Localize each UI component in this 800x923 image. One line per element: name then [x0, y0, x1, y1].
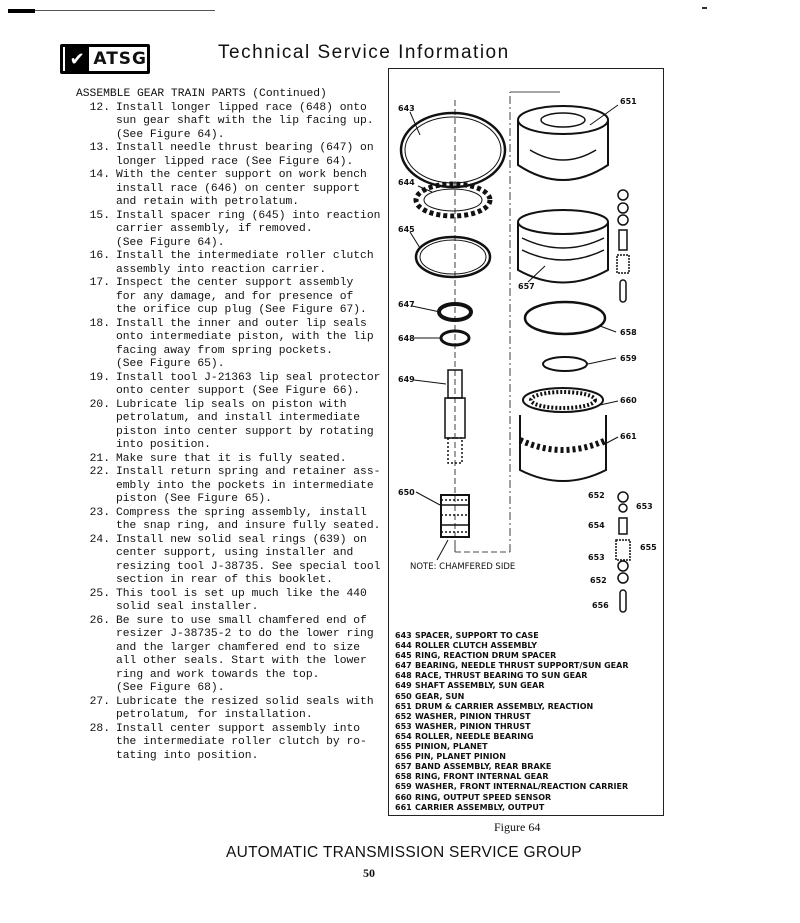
legend-code: 648 — [395, 671, 412, 681]
step-line: onto center support (See Figure 66). — [116, 385, 361, 397]
callout-657: 657 — [518, 282, 535, 291]
step-number: 18. — [89, 317, 110, 330]
legend-text: WASHER, PINION THRUST — [415, 711, 531, 721]
step-line: (See Figure 64). — [116, 128, 225, 141]
step-line: Install the intermediate roller clutch — [116, 250, 374, 262]
thrust-washer-659 — [543, 357, 587, 371]
step-line: all other seals. Start with the lower — [116, 655, 367, 667]
step-line: install race (646) on center support — [116, 182, 361, 195]
legend-text: BAND ASSEMBLY, REAR BRAKE — [415, 762, 552, 772]
step-line: This tool is set up much like the 440 — [116, 587, 367, 600]
legend-code: 645 — [395, 651, 412, 661]
callout-644: 644 — [398, 178, 415, 187]
step-line: Install tool J-21363 lip seal protector — [116, 371, 381, 384]
footer-title: AUTOMATIC TRANSMISSION SERVICE GROUP — [226, 844, 582, 861]
legend-text: SHAFT ASSEMBLY, SUN GEAR — [415, 681, 545, 691]
legend-code: 658 — [395, 772, 412, 782]
step-line: Lubricate lip seals on piston with — [116, 398, 347, 411]
step-number: 17. — [89, 277, 110, 289]
step-number: 14. — [89, 169, 110, 181]
step-line: Install center support assembly into — [116, 722, 361, 735]
legend-text: WASHER, FRONT INTERNAL/REACTION CARRIER — [415, 782, 629, 792]
step-line: longer lipped race (See Figure 64). — [116, 155, 354, 168]
callout-645: 645 — [398, 225, 415, 234]
callout-650: 650 — [398, 488, 415, 497]
step-number: 26. — [89, 614, 110, 627]
step-line: solid seal installer. — [116, 601, 259, 613]
step-line: the orifice cup plug (See Figure 67). — [116, 304, 367, 316]
legend-row — [395, 742, 629, 752]
legend-code: 657 — [395, 762, 412, 772]
legend-code: 644 — [395, 641, 412, 651]
step-line: (See Figure 65). — [116, 358, 225, 370]
step-line: resizer J-38735-2 to do the lower ring — [116, 628, 374, 640]
step-number: 25. — [89, 587, 110, 600]
callout-653b: 653 — [588, 553, 605, 562]
step-line: tating into position. — [116, 749, 259, 762]
speed-sensor-ring-660 — [523, 388, 603, 412]
step-line: sun gear shaft with the lip facing up. — [116, 115, 374, 127]
callout-660: 660 — [620, 396, 637, 405]
legend-row — [395, 681, 629, 691]
step-line: onto intermediate piston, with the lip — [116, 331, 374, 343]
legend-code: 656 — [395, 752, 412, 762]
callout-649: 649 — [398, 375, 415, 384]
legend-text: SPACER, SUPPORT TO CASE — [415, 631, 539, 640]
step-line: Inspect the center support assembly — [116, 277, 354, 289]
step-line: Make sure that it is fully seated. — [116, 452, 347, 465]
callout-655: 655 — [640, 543, 657, 552]
step-line: Lubricate the resized solid seals with — [116, 695, 374, 708]
callout-647: 647 — [398, 300, 415, 309]
step-number: 13. — [89, 142, 110, 154]
step-line: (See Figure 64). — [116, 236, 225, 249]
step-line: embly into the pockets in intermediate — [116, 479, 374, 492]
step-line: Install new solid seal rings (639) on — [116, 533, 367, 546]
step-line: piston (See Figure 65). — [116, 493, 272, 505]
step-number: 24. — [89, 533, 110, 546]
step-line: petrolatum, and install intermediate — [116, 412, 361, 424]
legend-text: CARRIER ASSEMBLY, OUTPUT — [415, 802, 545, 812]
callout-658: 658 — [620, 328, 637, 337]
legend-row — [395, 661, 629, 671]
step-line: the snap ring, and insure fully seated. — [116, 520, 381, 532]
callout-661: 661 — [620, 432, 637, 441]
step-line: carrier assembly, if removed. — [116, 223, 313, 235]
legend-text: RING, OUTPUT SPEED SENSOR — [415, 792, 552, 802]
legend-text: RING, REACTION DRUM SPACER — [415, 651, 557, 661]
step-number: 15. — [89, 209, 110, 222]
legend-row — [395, 762, 629, 772]
legend-text: PINION, PLANET — [415, 742, 488, 752]
figure-note: NOTE: CHAMFERED SIDE — [410, 562, 516, 572]
legend-row — [395, 712, 629, 722]
callout-659: 659 — [620, 354, 637, 363]
legend-text: WASHER, PINION THRUST — [415, 721, 531, 731]
legend-code: 643 — [395, 631, 412, 640]
legend-row — [395, 631, 629, 641]
parts-legend — [395, 631, 629, 813]
legend-text: BEARING, NEEDLE THRUST SUPPORT/SUN GEAR — [415, 661, 629, 671]
step-number: 19. — [89, 371, 110, 384]
callout-653a: 653 — [636, 502, 653, 511]
callout-651: 651 — [620, 97, 637, 106]
step-line: for any damage, and for presence of — [116, 290, 354, 303]
section-heading: ASSEMBLE GEAR TRAIN PARTS (Continued) — [76, 88, 327, 100]
figure-caption: Figure 64 — [494, 820, 541, 834]
legend-row — [395, 722, 629, 732]
legend-code: 655 — [395, 742, 412, 752]
step-line: Install needle thrust bearing (647) on — [116, 142, 374, 154]
legend-row — [395, 671, 629, 681]
legend-row — [395, 782, 629, 792]
legend-row — [395, 641, 629, 651]
legend-code: 661 — [395, 802, 412, 812]
callout-652b: 652 — [590, 576, 607, 585]
step-line: Install the inner and outer lip seals — [116, 317, 367, 330]
callout-652a: 652 — [588, 491, 605, 500]
step-line: center support, using installer and — [116, 547, 354, 559]
step-line: Install spacer ring (645) into reaction — [116, 209, 381, 222]
step-number: 28. — [89, 722, 110, 735]
spacer-ring-645 — [416, 237, 490, 277]
spacer-ring-643 — [401, 113, 505, 187]
legend-text: ROLLER CLUTCH ASSEMBLY — [415, 641, 538, 651]
legend-code: 647 — [395, 661, 412, 671]
legend-row — [395, 702, 629, 712]
step-line: With the center support on work bench — [116, 169, 367, 181]
step-line: ring and work towards the top. — [116, 668, 320, 681]
legend-row — [395, 803, 629, 813]
legend-code: 650 — [395, 691, 412, 701]
legend-row — [395, 793, 629, 803]
legend-row — [395, 692, 629, 702]
step-number: 22. — [89, 466, 110, 478]
legend-code: 651 — [395, 701, 412, 711]
legend-row — [395, 651, 629, 661]
logo-text: ATSG — [93, 49, 147, 69]
step-number: 23. — [89, 506, 110, 519]
legend-text: DRUM & CARRIER ASSEMBLY, REACTION — [415, 701, 594, 711]
step-number: 21. — [89, 452, 110, 465]
step-line: and retain with petrolatum. — [116, 196, 300, 208]
step-line: petrolatum, for installation. — [116, 709, 313, 721]
legend-row — [395, 732, 629, 742]
callout-648: 648 — [398, 334, 415, 343]
page-header-title: Technical Service Information — [218, 42, 510, 63]
legend-code: 649 — [395, 681, 412, 691]
step-line: section in rear of this booklet. — [116, 574, 333, 586]
legend-code: 653 — [395, 721, 412, 731]
checkmark-icon: ✔ — [65, 47, 89, 71]
step-line: assembly into reaction carrier. — [116, 263, 327, 276]
step-line: (See Figure 68). — [116, 682, 225, 694]
internal-gear-658 — [525, 302, 605, 334]
legend-code: 660 — [395, 792, 412, 802]
step-number: 20. — [89, 398, 110, 411]
step-line: resizing tool J-38735. See special tool — [116, 560, 381, 573]
step-line: Compress the spring assembly, install — [116, 506, 367, 519]
step-line: and the larger chamfered end to size — [116, 641, 361, 654]
legend-code: 654 — [395, 731, 412, 741]
legend-row — [395, 752, 629, 762]
legend-text: PIN, PLANET PINION — [415, 752, 506, 762]
step-line: facing away from spring pockets. — [116, 344, 333, 357]
legend-text: RACE, THRUST BEARING TO SUN GEAR — [415, 671, 588, 681]
legend-text: GEAR, SUN — [415, 691, 465, 701]
legend-row — [395, 772, 629, 782]
callout-643: 643 — [398, 104, 415, 113]
step-number: 12. — [89, 101, 110, 114]
step-number: 27. — [89, 695, 110, 708]
step-line: piston into center support by rotating — [116, 425, 374, 438]
step-line: Install longer lipped race (648) onto — [116, 101, 367, 114]
page-number: 50 — [363, 866, 375, 880]
step-number: 16. — [89, 250, 110, 262]
step-line: into position. — [116, 439, 211, 451]
legend-code: 659 — [395, 782, 412, 792]
step-line: Be sure to use small chamfered end of — [116, 614, 367, 627]
reaction-drum-651 — [518, 106, 608, 180]
step-line: Install return spring and retainer ass- — [116, 466, 381, 478]
legend-text: RING, FRONT INTERNAL GEAR — [415, 772, 549, 782]
step-line: the intermediate roller clutch by ro- — [116, 736, 367, 748]
output-carrier-661 — [520, 415, 606, 481]
brake-band-657 — [518, 210, 608, 283]
callout-656: 656 — [592, 601, 609, 610]
callout-654: 654 — [588, 521, 605, 530]
legend-code: 652 — [395, 711, 412, 721]
legend-text: ROLLER, NEEDLE BEARING — [415, 731, 534, 741]
